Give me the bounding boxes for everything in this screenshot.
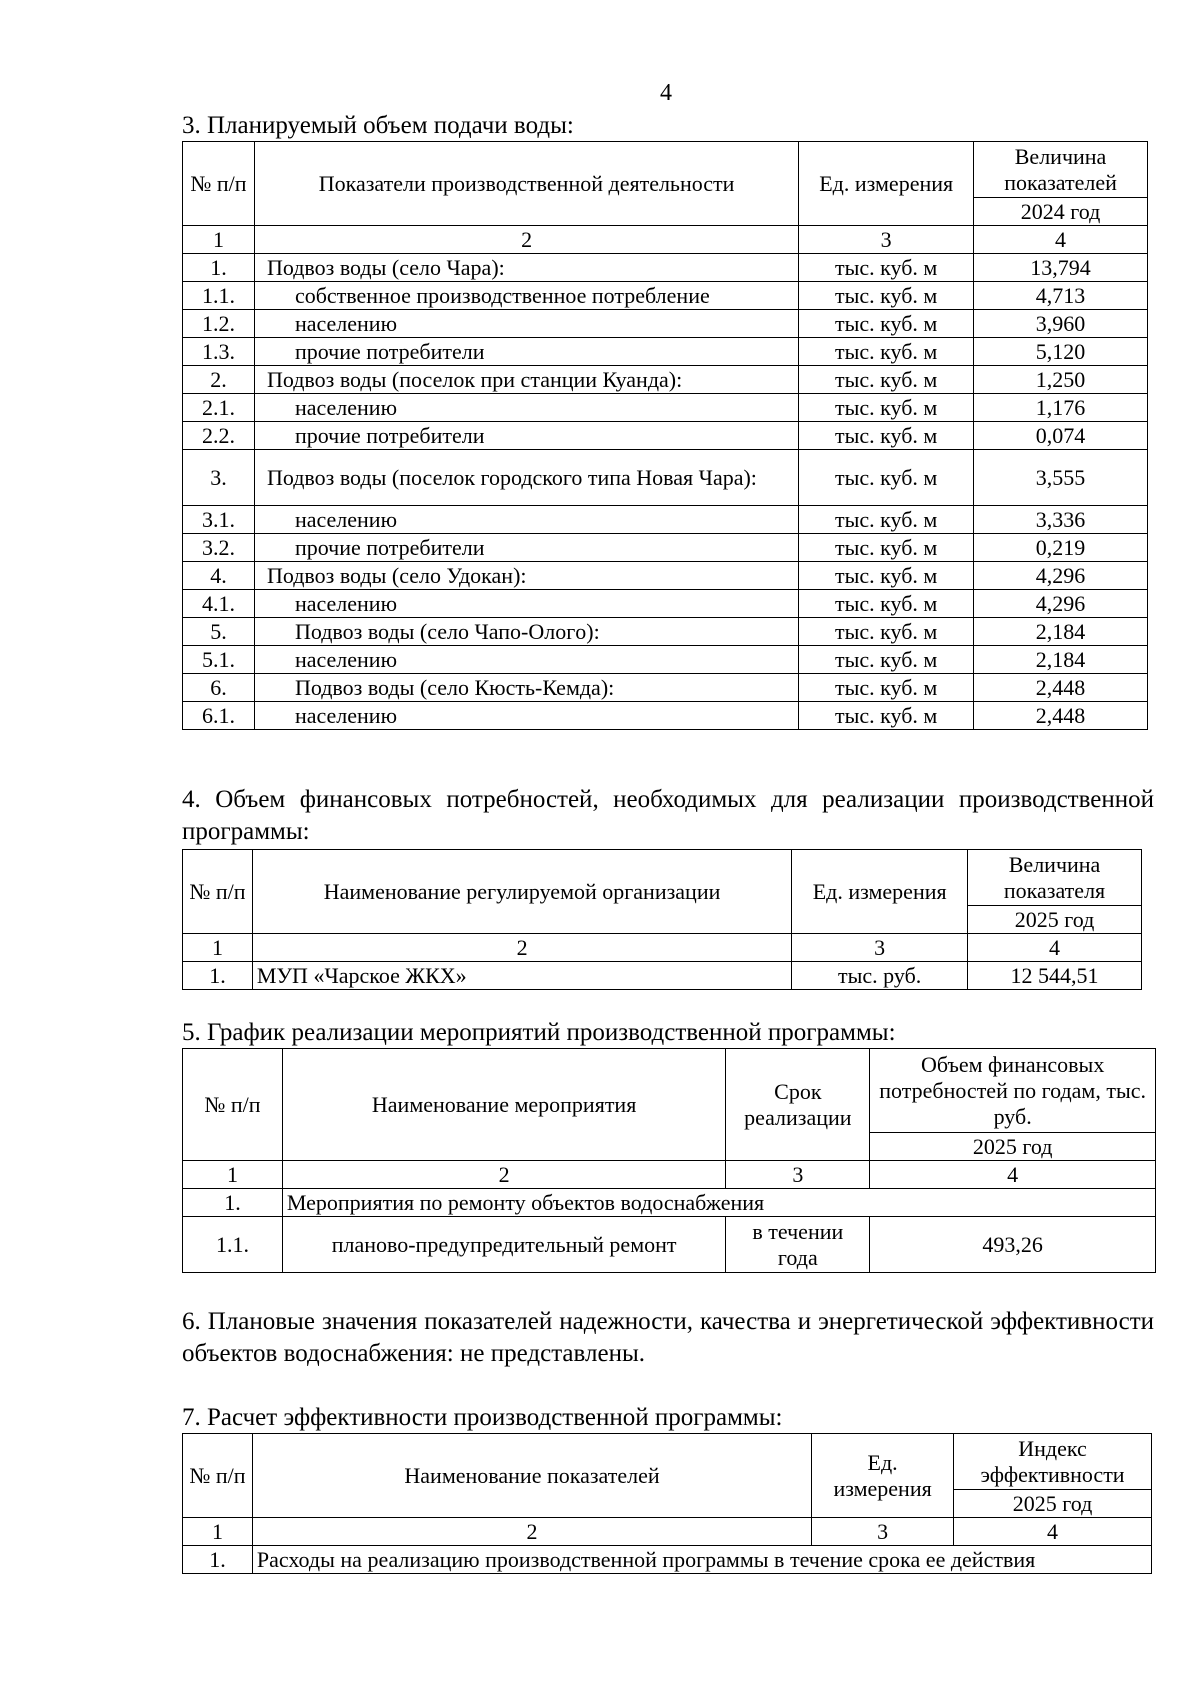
row-value: 5,120 bbox=[974, 338, 1148, 366]
row-indicator: населению bbox=[254, 646, 798, 674]
index-cell: 3 bbox=[726, 1161, 870, 1189]
row-value: 4,713 bbox=[974, 282, 1148, 310]
row-num: 5.1. bbox=[183, 646, 255, 674]
table-row bbox=[183, 962, 1142, 990]
row-value: 1,250 bbox=[974, 366, 1148, 394]
row-value: 13,794 bbox=[974, 254, 1148, 282]
index-cell: 4 bbox=[870, 1161, 1156, 1189]
index-cell: 1 bbox=[183, 226, 255, 254]
row-num: 1.3. bbox=[183, 338, 255, 366]
row-num: 1.1. bbox=[183, 282, 255, 310]
header-value: Индекс эффективности bbox=[954, 1434, 1152, 1490]
row-indicator: населению bbox=[254, 590, 798, 618]
row-term: в течении года bbox=[726, 1217, 870, 1273]
table-row bbox=[183, 422, 1148, 450]
row-value: 3,555 bbox=[974, 450, 1148, 506]
index-cell: 2 bbox=[254, 226, 798, 254]
header-num: № п/п bbox=[183, 1049, 283, 1161]
header-indicators: Показатели производственной деятельности bbox=[254, 142, 798, 226]
row-unit: тыс. куб. м bbox=[799, 618, 974, 646]
header-unit: Ед. измерения bbox=[792, 850, 968, 934]
section-3-title: 3. Планируемый объем подачи воды: bbox=[182, 112, 574, 139]
index-cell: 3 bbox=[792, 934, 968, 962]
header-value: Величина показателя bbox=[968, 850, 1142, 906]
index-cell: 4 bbox=[954, 1518, 1152, 1546]
section-4-title: 4. Объем финансовых потребностей, необходимых для реализации производственной программы: bbox=[182, 786, 1154, 845]
header-unit: Ед. измерения bbox=[799, 142, 974, 226]
row-value: 0,219 bbox=[974, 534, 1148, 562]
header-term: Срок реализации bbox=[726, 1049, 870, 1161]
header-year: 2025 год bbox=[968, 906, 1142, 934]
header-num: № п/п bbox=[183, 142, 255, 226]
row-measure: планово-предупредительный ремонт bbox=[282, 1217, 725, 1273]
row-indicator: собственное производственное потребление bbox=[254, 282, 798, 310]
row-num: 1. bbox=[183, 962, 253, 990]
row-indicator: населению bbox=[254, 702, 798, 730]
row-value: 4,296 bbox=[974, 562, 1148, 590]
index-cell: 4 bbox=[968, 934, 1142, 962]
table-row bbox=[183, 450, 1148, 506]
row-unit: тыс. куб. м bbox=[799, 282, 974, 310]
row-value: 4,296 bbox=[974, 590, 1148, 618]
row-indicator: Подвоз воды (село Кюсть-Кемда): bbox=[254, 674, 798, 702]
row-unit: тыс. куб. м bbox=[799, 338, 974, 366]
row-value: 2,184 bbox=[974, 618, 1148, 646]
row-num: 1. bbox=[183, 254, 255, 282]
row-num: 6. bbox=[183, 674, 255, 702]
table-row bbox=[183, 646, 1148, 674]
index-cell: 1 bbox=[183, 1161, 283, 1189]
index-cell: 1 bbox=[183, 1518, 253, 1546]
row-value: 2,448 bbox=[974, 702, 1148, 730]
row-num: 3. bbox=[183, 450, 255, 506]
index-cell: 2 bbox=[252, 1518, 811, 1546]
index-cell: 2 bbox=[282, 1161, 725, 1189]
water-supply-rows bbox=[183, 254, 1148, 730]
table-row bbox=[183, 534, 1148, 562]
row-num: 4.1. bbox=[183, 590, 255, 618]
row-indicator: прочие потребители bbox=[254, 422, 798, 450]
row-indicator: населению bbox=[254, 506, 798, 534]
row-organization: МУП «Чарское ЖКХ» bbox=[252, 962, 791, 990]
table-row bbox=[183, 590, 1148, 618]
section-5-title: 5. График реализации мероприятий производственной программы: bbox=[182, 1019, 896, 1046]
row-num: 1. bbox=[183, 1189, 283, 1217]
row-indicator: Подвоз воды (село Чара): bbox=[254, 254, 798, 282]
row-unit: тыс. куб. м bbox=[799, 702, 974, 730]
row-unit: тыс. куб. м bbox=[799, 422, 974, 450]
table-row bbox=[183, 338, 1148, 366]
row-unit: тыс. куб. м bbox=[799, 254, 974, 282]
index-cell: 4 bbox=[974, 226, 1148, 254]
table-row bbox=[183, 506, 1148, 534]
schedule-table bbox=[182, 1048, 1156, 1273]
row-unit: тыс. куб. м bbox=[799, 366, 974, 394]
row-value: 1,176 bbox=[974, 394, 1148, 422]
row-num: 5. bbox=[183, 618, 255, 646]
header-year: 2025 год bbox=[954, 1490, 1152, 1518]
table-row bbox=[183, 562, 1148, 590]
row-unit: тыс. куб. м bbox=[799, 450, 974, 506]
row-num: 1.2. bbox=[183, 310, 255, 338]
header-value: Объем финансовых потребностей по годам, тыс. руб. bbox=[870, 1049, 1156, 1133]
table-row bbox=[183, 1189, 1156, 1217]
row-value: 3,960 bbox=[974, 310, 1148, 338]
water-supply-table bbox=[182, 141, 1148, 730]
table-row bbox=[183, 282, 1148, 310]
table-row bbox=[183, 310, 1148, 338]
header-indicators: Наименование показателей bbox=[252, 1434, 811, 1518]
table-row bbox=[183, 702, 1148, 730]
row-num: 3.1. bbox=[183, 506, 255, 534]
row-indicator: Подвоз воды (село Чапо-Ологo): bbox=[254, 618, 798, 646]
table-row bbox=[183, 394, 1148, 422]
row-indicator: Расходы на реализацию производственной программы в течение срока ее действия bbox=[252, 1546, 1151, 1574]
row-indicator: Подвоз воды (поселок при станции Куанда): bbox=[254, 366, 798, 394]
row-num: 6.1. bbox=[183, 702, 255, 730]
index-cell: 1 bbox=[183, 934, 253, 962]
row-num: 4. bbox=[183, 562, 255, 590]
row-group-name: Мероприятия по ремонту объектов водоснабжения bbox=[282, 1189, 1155, 1217]
table-row bbox=[183, 366, 1148, 394]
index-cell: 3 bbox=[812, 1518, 954, 1546]
row-value: 12 544,51 bbox=[968, 962, 1142, 990]
row-num: 2.2. bbox=[183, 422, 255, 450]
header-unit: Ед. измерения bbox=[812, 1434, 954, 1518]
row-value: 2,448 bbox=[974, 674, 1148, 702]
row-unit: тыс. куб. м bbox=[799, 674, 974, 702]
row-unit: тыс. куб. м bbox=[799, 646, 974, 674]
financial-needs-table bbox=[182, 849, 1142, 990]
row-num: 2.1. bbox=[183, 394, 255, 422]
row-unit: тыс. куб. м bbox=[799, 590, 974, 618]
header-year: 2024 год bbox=[974, 198, 1148, 226]
section-6-text: 6. Плановые значения показателей надежности, качества и энергетической эффективности объектов водоснабжения: не представлены. bbox=[182, 1308, 1154, 1367]
row-indicator: Подвоз воды (село Удокан): bbox=[254, 562, 798, 590]
row-indicator: прочие потребители bbox=[254, 534, 798, 562]
row-num: 1.1. bbox=[183, 1217, 283, 1273]
row-indicator: прочие потребители bbox=[254, 338, 798, 366]
row-value: 0,074 bbox=[974, 422, 1148, 450]
row-unit: тыс. куб. м bbox=[799, 506, 974, 534]
row-unit: тыс. руб. bbox=[792, 962, 968, 990]
header-measure: Наименование мероприятия bbox=[282, 1049, 725, 1161]
header-organization: Наименование регулируемой организации bbox=[252, 850, 791, 934]
row-num: 2. bbox=[183, 366, 255, 394]
row-unit: тыс. куб. м bbox=[799, 534, 974, 562]
row-num: 1. bbox=[183, 1546, 253, 1574]
row-indicator: населению bbox=[254, 310, 798, 338]
row-unit: тыс. куб. м bbox=[799, 562, 974, 590]
table-row bbox=[183, 254, 1148, 282]
page-number: 4 bbox=[660, 80, 672, 106]
header-num: № п/п bbox=[183, 1434, 253, 1518]
index-cell: 3 bbox=[799, 226, 974, 254]
index-cell: 2 bbox=[252, 934, 791, 962]
efficiency-table bbox=[182, 1433, 1152, 1574]
table-row bbox=[183, 674, 1148, 702]
table-row bbox=[183, 618, 1148, 646]
table-row bbox=[183, 1546, 1152, 1574]
header-year: 2025 год bbox=[870, 1133, 1156, 1161]
header-num: № п/п bbox=[183, 850, 253, 934]
row-unit: тыс. куб. м bbox=[799, 310, 974, 338]
row-unit: тыс. куб. м bbox=[799, 394, 974, 422]
row-indicator: Подвоз воды (поселок городского типа Новая Чара): bbox=[254, 450, 798, 506]
row-num: 3.2. bbox=[183, 534, 255, 562]
table-row bbox=[183, 1217, 1156, 1273]
row-value: 493,26 bbox=[870, 1217, 1156, 1273]
header-value: Величина показателей bbox=[974, 142, 1148, 198]
row-indicator: населению bbox=[254, 394, 798, 422]
row-value: 3,336 bbox=[974, 506, 1148, 534]
section-7-title: 7. Расчет эффективности производственной программы: bbox=[182, 1404, 783, 1431]
row-value: 2,184 bbox=[974, 646, 1148, 674]
